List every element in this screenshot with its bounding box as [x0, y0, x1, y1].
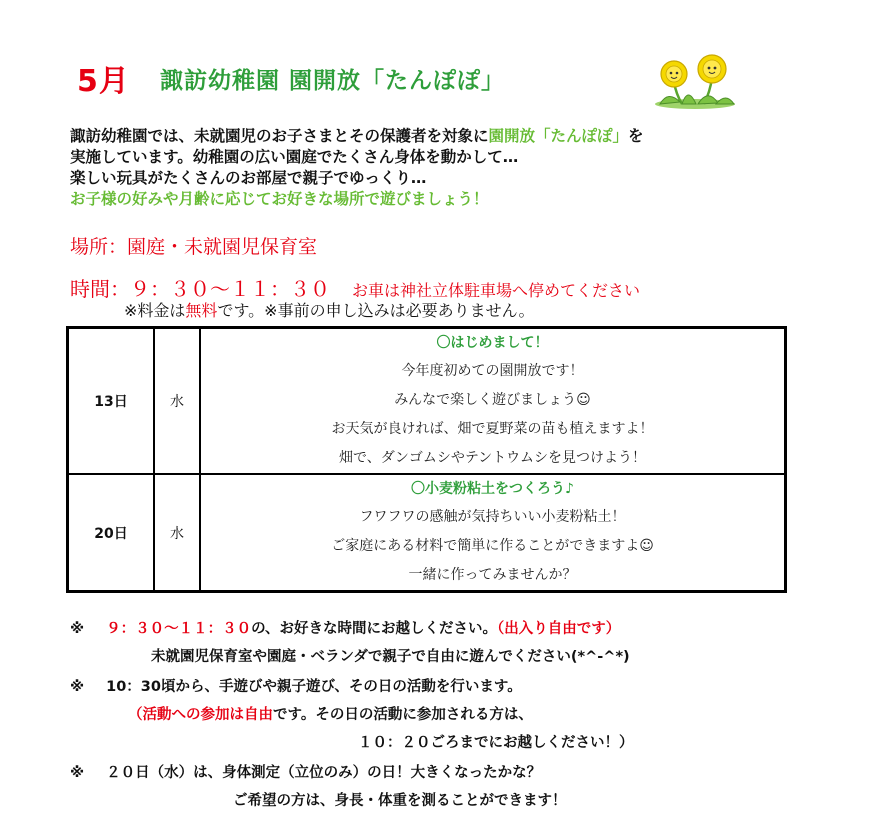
schedule-date: 20日: [68, 474, 155, 592]
note-2-sub2: １０：２０ごろまでにお越しください！）: [358, 735, 634, 751]
note-1-mark: ※: [70, 621, 85, 637]
note-1-time: ９：３０～１１：３０: [106, 621, 252, 637]
schedule-line: 畑で、ダンゴムシやテントウムシを見つけよう！: [338, 450, 647, 466]
schedule-row: [68, 328, 786, 475]
schedule-day: 水: [154, 328, 200, 475]
intro-line-1-a: 諏訪幼稚園では、未就園児のお子さまとその保護者を対象に: [70, 127, 489, 145]
schedule-table: [66, 326, 787, 593]
note-3: [70, 761, 541, 782]
fee-free: 無料: [185, 301, 218, 320]
note-2-sub-red: （活動への参加は自由: [128, 707, 273, 723]
note-2: [70, 675, 522, 696]
fee-info: [124, 298, 535, 321]
note-1-sub: 未就園児保育室や園庭・ベランダで親子で自由に遊んでください(*^-^*): [151, 649, 630, 665]
schedule-line: みんなで楽しく遊びましょう☺: [394, 392, 591, 408]
parking-note: お車は神社立体駐車場へ停めてください: [352, 281, 641, 300]
schedule-content: [200, 474, 786, 592]
intro-line-3: 楽しい玩具がたくさんのお部屋で親子でゆっくり…: [70, 169, 427, 187]
fee-a: ※料金は: [124, 301, 186, 320]
schedule-content: [200, 328, 786, 475]
note-2-text: 10：30頃から、手遊びや親子遊び、その日の活動を行います。: [106, 679, 522, 695]
note-1-free: （出入り自由です）: [497, 621, 621, 637]
note-3-text: ２０日（水）は、身体測定（立位のみ）の日！大きくなったかな？: [106, 765, 542, 781]
schedule-line: フワフワの感触が気持ちいい小麦粉粘土！: [359, 509, 626, 525]
schedule-day: 水: [154, 474, 200, 592]
note-3-sub: ご希望の方は、身長・体重を測ることができます！: [233, 793, 567, 809]
intro-line-1-c: を: [628, 127, 644, 145]
note-1: [70, 617, 620, 638]
schedule-row: [68, 474, 786, 592]
intro-line-4: お子様の好みや月齢に応じてお好きな場所で遊びましょう！: [70, 190, 489, 208]
schedule-line: お天気が良ければ、畑で夏野菜の苗も植えますよ！: [331, 421, 654, 437]
title-main: 諏訪幼稚園 園開放「たんぽぽ」: [160, 68, 506, 94]
title-month: 5月: [77, 64, 130, 99]
place-info: 場所：園庭・未就園児保育室: [70, 236, 318, 258]
note-2-mark: ※: [70, 679, 85, 695]
note-3-mark: ※: [70, 765, 85, 781]
dandelion-illustration-icon: [652, 52, 738, 110]
schedule-line: 一緒に作ってみませんか？: [408, 567, 577, 583]
intro-line-2: 実施しています。幼稚園の広い園庭でたくさん身体を動かして…: [70, 148, 519, 166]
note-2-sub-text: です。その日の活動に参加される方は、: [273, 707, 533, 723]
note-2-sub: [128, 703, 533, 724]
schedule-line: 今年度初めての園開放です！: [401, 363, 584, 379]
intro-line-1-highlight: 園開放「たんぽぽ」: [488, 127, 629, 145]
note-1-text: の、お好きな時間にお越しください。: [251, 621, 498, 637]
schedule-heading: 〇はじめまして！: [436, 335, 549, 351]
schedule-heading: 〇小麦粉粘土をつくろう♪: [411, 481, 574, 497]
time-label: 時間：９：３０～１１：３０: [70, 277, 330, 301]
schedule-date: 13日: [68, 328, 155, 475]
fee-c: です。※事前の申し込みは必要ありません。: [217, 301, 535, 320]
intro-line-1: [70, 126, 644, 146]
schedule-line: ご家庭にある材料で簡単に作ることができますよ☺: [331, 538, 654, 554]
